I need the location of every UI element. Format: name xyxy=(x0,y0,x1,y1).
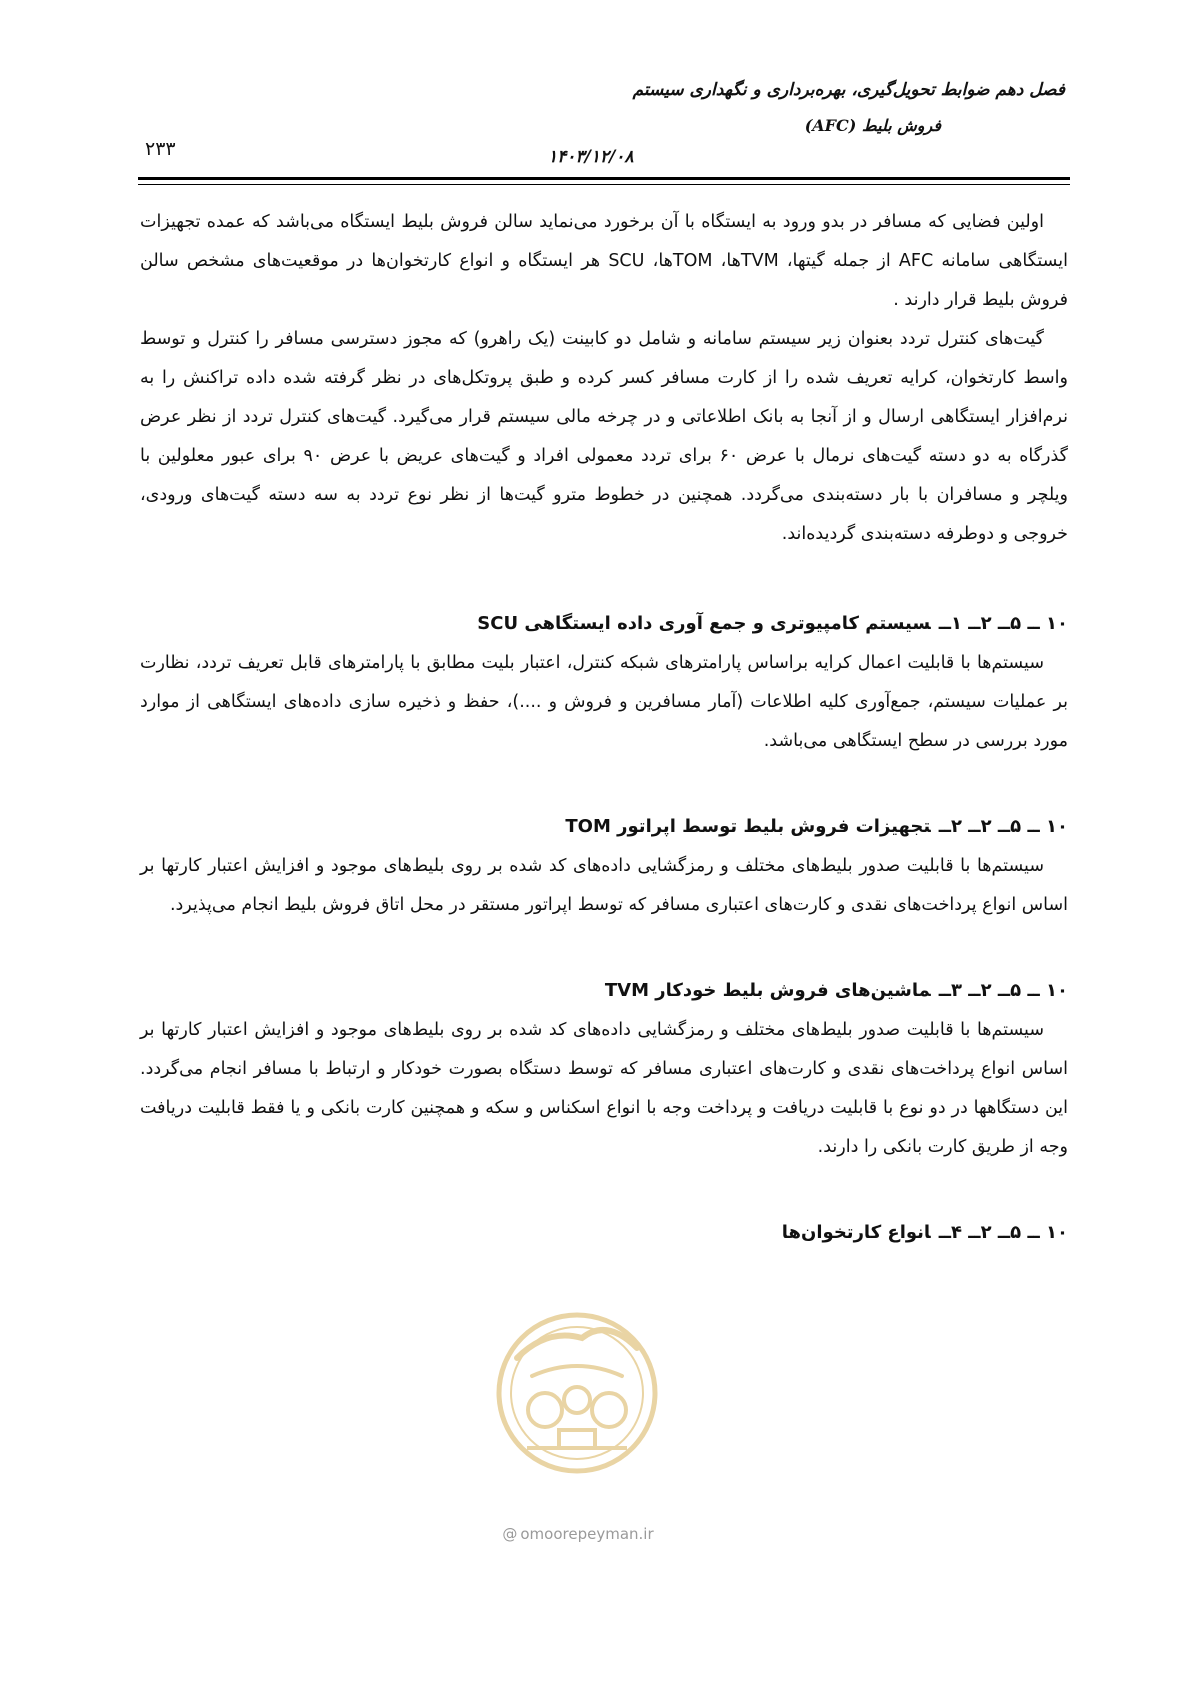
section-number: ۱۰ ــ ۵ــ ۲ــ ۲ــ xyxy=(938,816,1068,837)
section-number: ۱۰ ــ ۵ــ ۲ــ ۱ــ xyxy=(938,613,1068,634)
paragraph-gates: گیت‌های کنترل تردد بعنوان زیر سیستم سامانه و شامل دو کابینت (یک راهرو) که مجوز دسترسی مسافر را کنترل و توسط واسط کارتخوان، کرایه تعریف شده را از کارت مسافر کسر کرده و طبق پروتکل‌های در نظر گرفته شده داده تراکنش را به نرم‌افزار ایستگاهی ارسال و از آنجا به بانک اطلاعاتی و در چرخه مالی سیستم قرار می‌گیرد. گیت‌های کنترل تردد از نظر عرض گذرگاه به دو دسته گیت‌های نرمال با عرض ۶۰ برای تردد معمولی افراد و گیت‌های عریض با عرض ۹۰ برای عبور معلولین با ویلچر و مسافران با بار دسته‌بندی می‌گردد. همچنین در خطوط مترو گیت‌ها از نظر نوع تردد به سه دسته گیت‌های ورودی، خروجی و دوطرفه دسته‌بندی گردیده‌اند. xyxy=(140,329,1068,544)
chapter-subtitle: فروش بلیط (AFC) xyxy=(804,116,941,135)
watermark-site xyxy=(478,1525,678,1543)
section-heading-tvm xyxy=(140,971,1068,1011)
document-body xyxy=(140,203,1068,1253)
section-number: ۱۰ ــ ۵ــ ۲ــ ۴ــ xyxy=(938,1222,1068,1243)
section-title: ماشین‌های فروش بلیط خودکار TVM xyxy=(604,980,931,1001)
paragraph-tvm: سیستم‌ها با قابلیت صدور بلیط‌های مختلف و رمزگشایی داده‌های کد شده بر روی بلیط‌های موجود و افزایش اعتبار کارتها بر اساس انواع پرداخت‌های نقدی و کارت‌های اعتباری مسافر که توسط دستگاه بصورت خودکار و ارتباط با مسافر انجام می‌گردد. این دستگاهها در دو نوع با قابلیت دریافت و پرداخت وجه با انواع اسکناس و سکه و همچنین کارت بانکی و یا فقط قابلیت دریافت وجه از طریق کارت بانکی را دارند. xyxy=(140,1020,1068,1157)
section-heading-card-readers xyxy=(140,1213,1068,1253)
header-rule-thin xyxy=(138,184,1070,185)
watermark-seal-icon xyxy=(487,1298,667,1483)
document-date: ۱۴۰۳/۱۲/۰۸ xyxy=(548,147,634,167)
section-title: انواع کارتخوان‌ها xyxy=(781,1222,931,1243)
watermark-url: omoorepeyman.ir xyxy=(520,1525,654,1543)
section-title: سیستم کامپیوتری و جمع آوری داده ایستگاهی SCU xyxy=(477,613,931,634)
section-heading-tom xyxy=(140,807,1068,847)
header-rule-thick xyxy=(138,177,1070,180)
paragraph-scu: سیستم‌ها با قابلیت اعمال کرایه براساس پارامترهای شبکه کنترل، اعتبار بلیت مطابق با پارامترهای قابل تعریف تردد، نظارت بر عملیات سیستم، جمع‌آوری کلیه اطلاعات (آمار مسافرین و فروش و ....)، حفظ و ذخیره سازی داده‌های ایستگاهی از موارد مورد بررسی در سطح ایستگاهی می‌باشد. xyxy=(140,653,1068,751)
paragraph-intro: اولین فضایی که مسافر در بدو ورود به ایستگاه با آن برخورد می‌نماید سالن فروش بلیط ایستگاه می‌باشد که عمده تجهیزات ایستگاهی سامانه AFC از جمله گیتها، TVMها، TOMها، SCU هر ایستگاه و انواع کارتخوان‌ها در موقعیت‌های مشخص سالن فروش بلیط قرار دارند . xyxy=(140,212,1068,310)
page-number: ۲۳۳ xyxy=(145,138,176,160)
at-icon: @ xyxy=(502,1525,518,1543)
section-number: ۱۰ ــ ۵ــ ۲ــ ۳ــ xyxy=(938,980,1068,1001)
chapter-title: فصل دهم ضوابط تحویل‌گیری، بهره‌برداری و نگهداری سیستم xyxy=(632,80,1065,100)
section-heading-scu xyxy=(140,604,1068,644)
section-title: تجهیزات فروش بلیط توسط اپراتور TOM xyxy=(565,816,931,837)
paragraph-tom: سیستم‌ها با قابلیت صدور بلیط‌های مختلف و رمزگشایی داده‌های کد شده بر روی بلیط‌های موجود و افزایش اعتبار کارتها بر اساس انواع پرداخت‌های نقدی و کارت‌های اعتباری مسافر که توسط اپراتور مستقر در محل اتاق فروش بلیط انجام می‌پذیرد. xyxy=(140,856,1068,915)
